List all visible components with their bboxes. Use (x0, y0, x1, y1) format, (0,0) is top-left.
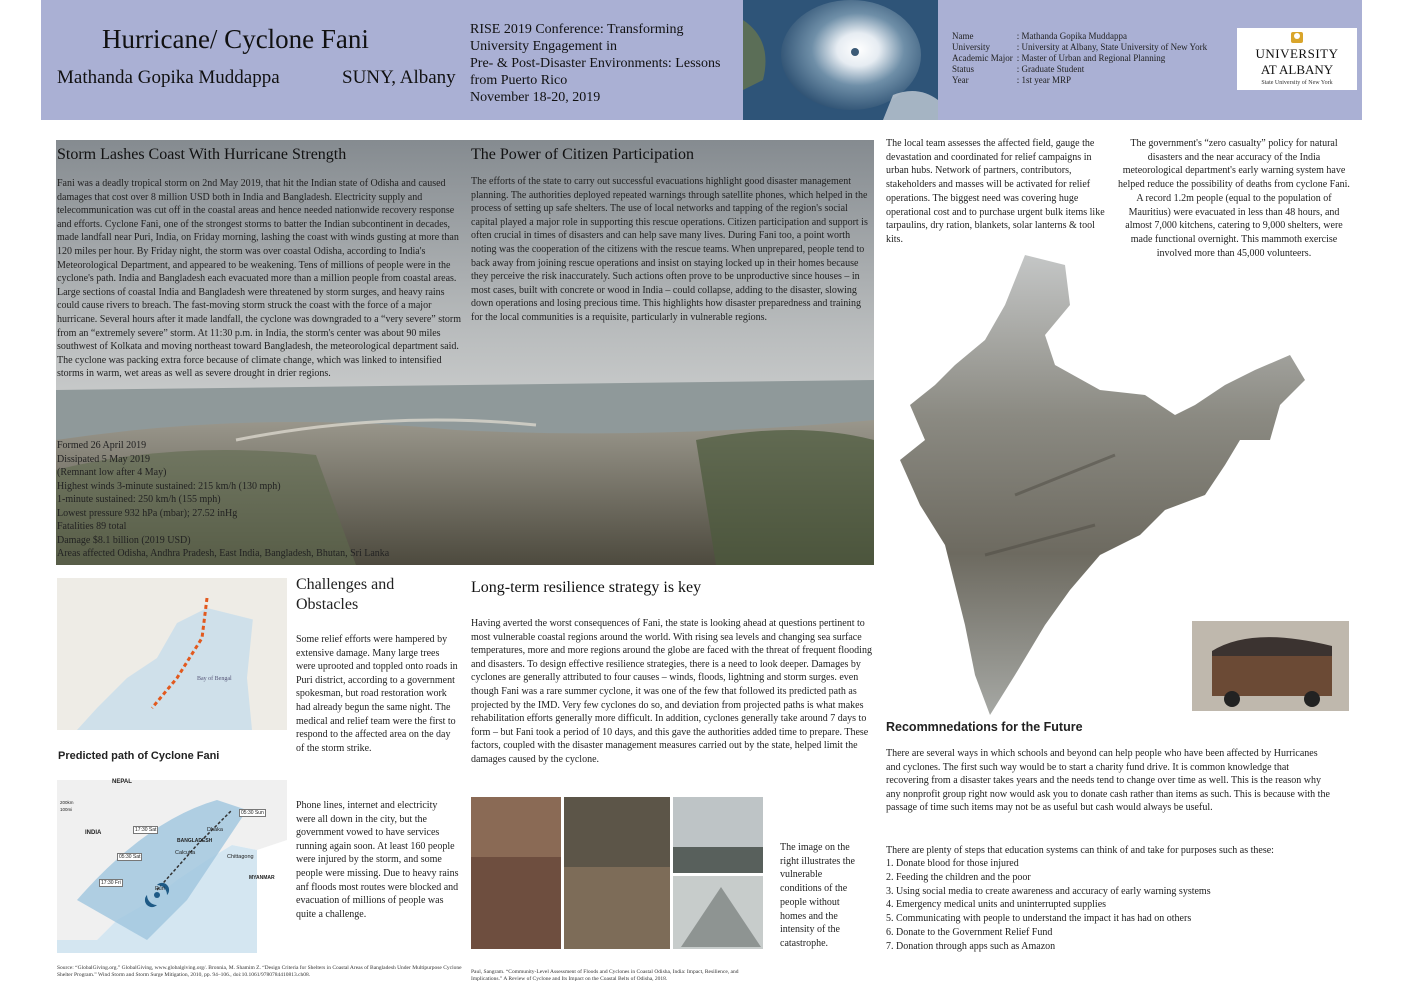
fact-line: Damage $8.1 billion (2019 USD) (57, 534, 191, 546)
info-row (952, 64, 1211, 75)
conference-line: from Puerto Rico (470, 73, 568, 88)
scale-label: 200km (60, 800, 74, 805)
info-value: : University at Albany, State University of New York (1016, 42, 1208, 52)
list-item: 4. Emergency medical units and uninterrupted supplies (886, 899, 1107, 911)
map-label: INDIA (85, 830, 102, 836)
fact-line: Formed 26 April 2019 (57, 440, 147, 451)
map-label: NEPAL (112, 779, 132, 785)
fact-line: Lowest pressure 932 hPa (mbar); 27.52 inHg (57, 507, 238, 519)
time-label: 17:30 Sat (135, 827, 157, 833)
scale-label: 100mi (60, 807, 73, 812)
map-label: Puri (155, 886, 165, 892)
cyclone-track-map (57, 578, 287, 730)
recommendations-paragraph: There are several ways in which schools and beyond can help people who have been affected by Hurricanes and cyclones. The first such way would be to start a charity fund drive. It is common knowledge that recovering from a disaster takes years and the needs tend to change over time as well. This is the reason why any nonprofit group right now would ask you to donate cash rather than items as such. This is because with the passage of time such items may not be as useful but cash would always be useful. (886, 748, 1330, 814)
info-value: : Graduate Student (1016, 64, 1085, 74)
conference-info (470, 21, 740, 106)
predicted-path-title: Predicted path of Cyclone Fani (58, 750, 220, 762)
map-label: Dhaka (207, 827, 223, 833)
info-value: : 1st year MRP (1016, 75, 1071, 85)
recommendations-heading: Recommnedations for the Future (886, 720, 1083, 734)
storm-paragraph: Fani was a deadly tropical storm on 2nd May 2019, that hit the Indian state of Odisha and caused damages that cost over 8 million USD both in India and Bangladesh. Electricity supply and telecommunication was cut off in the coastal areas and hence needed nationwide recovery response and efforts. Cyclone Fani, one of the strongest storms to batter the Indian subcontinent in decades, made landfall near Puri, India, on Friday morning, lashing the coast with winds gusting at more than 120 miles per hour. By Friday night, the storm was over coastal Odisha, according to India's Meteorological Department, and appeared to be weakening. Tens of millions of people were in the cyclone's path. India and Bangladesh each evacuated more than a million people from coastal areas. Large sections of coastal India and Bangladesh were threatened by storm surges, and heavy rains could cause rivers to breach. The fast-moving storm struck the coast with the force of a major hurricane. Several hours after it made landfall, the cyclone was downgraded to a “very severe” storm from an “extremely severe” storm. At 11:30 p.m. in India, the storm's center was about 90 miles southwest of Kolkata and moving northeast toward Bangladesh, the meteorological department said. The cyclone was packing extra force because of climate change, which was linked to intensified storms in warm, wet areas as well as severe drought in drier regions. (57, 178, 461, 380)
info-key: Academic Major (952, 53, 1013, 63)
fact-line: 1-minute sustained: 250 km/h (155 mph) (57, 494, 221, 505)
map-label: Calcutta (175, 850, 196, 856)
fact-line: Areas affected Odisha, Andhra Pradesh, East India, Bangladesh, Bhutan, Sri Lanka (57, 548, 390, 559)
list-item: 5. Communicating with people to understand the impact it has had on others (886, 913, 1192, 925)
longterm-paragraph: Having averted the worst consequences of Fani, the state is looking ahead at questions pertinent to most vulnerable coastal regions around the world. With rising sea levels and changing sea surface temperatures, more and more regions around the globe are faced with the threat of frequent flooding and disasters. To design effective resilience strategies, there is a need to look deeper. Damages by cyclones are generally attributed to four causes – winds, floods, lightning and storm surges. even though Fani was a rare summer cyclone, it was one of the few that followed its predicted path as projected by the IMD. Very few cyclones do so, and deviation from projected paths is what makes rehabilitation efforts generally more difficult. In addition, cyclones generally take around 7 days to form – but Fani took a period of 10 days, and this gave the authorities added time to prepare. These factors, coupled with the disaster management measures carried out by the state, helped limit the damages caused by the cyclone. (471, 618, 872, 765)
storm-heading: Storm Lashes Coast With Hurricane Strength (57, 146, 347, 163)
zero-casualty-paragraph: The government's “zero casualty” policy for natural disasters and the near accuracy of the India meteorological department's early warning system have helped reduce the possibility of deaths from cyclone Fani. A record 1.2m people (equal to the population of Mauritius) were evacuated in less than 48 hours, and almost 7,000 kitchens, catering to 9,000 shelters, were made functional overnight. This mammoth exercise involved more than 45,000 volunteers. (1118, 138, 1350, 259)
bay-label: Bay of Bengal (197, 676, 232, 682)
local-team-paragraph: The local team assesses the affected field, gauge the devastation and coordinated for relief campaigns in urban hubs. Network of partners, contributors, stakeholders and masses will be activated for relief operations. The biggest need was covering huge operational cost and to purchase urgent bulk items like tarpaulins, dry ration, blankets, solar lanterns & tool kits. (886, 138, 1105, 245)
conference-date: November 18-20, 2019 (470, 90, 601, 105)
time-label: 05:30 Sat (119, 854, 141, 860)
storm-facts (57, 439, 389, 561)
info-value: : Master of Urban and Regional Planning (1016, 53, 1166, 63)
conference-line: University Engagement in (470, 39, 617, 54)
affiliation: SUNY, Albany (342, 67, 456, 88)
map-label: Chittagong (227, 854, 254, 860)
logo-line2: AT ALBANY (1260, 62, 1334, 77)
author-info-table (952, 31, 1211, 86)
recommendations-intro: There are plenty of steps that education systems can think of and take for purposes such as these: (886, 845, 1274, 856)
author-name: Mathanda Gopika Muddappa (57, 67, 280, 88)
recommendations-list (886, 857, 1211, 954)
info-key: Status (952, 64, 975, 74)
logo-line1: UNIVERSITY (1255, 46, 1339, 61)
time-label: 17:30 Fri (101, 880, 121, 886)
map-label: BANGLADESH (177, 838, 213, 844)
fact-line: Fatalities 89 total (57, 521, 127, 532)
info-row (952, 53, 1211, 64)
info-key: Name (952, 31, 974, 41)
conference-line: RISE 2019 Conference: Transforming (470, 22, 684, 37)
collage-caption: The image on the right illustrates the vulnerable conditions of the people without homes and the intensity of the catastrophe. (780, 842, 855, 949)
map-label: MYANMAR (249, 875, 275, 881)
info-key: University (952, 42, 990, 52)
challenges-paragraph-2: Phone lines, internet and electricity were all down in the city, but the government vowed to have services running again soon. At least 160 people were injured by the storm, and some people were missing. Due to heavy rains anf floods most routes were blocked and evacuation of millions of people was quite a challenge. (296, 800, 459, 920)
fact-line: Dissipated 5 May 2019 (57, 453, 151, 465)
challenges-paragraph-1: Some relief efforts were hampered by extensive damage. Many large trees were uprooted and toppled onto roads in Puri district, according to a government spokesman, but road restoration work had already begun the same night. The medical and relief team were the first to respond to the affected area on the day of the storm strike. (296, 634, 458, 754)
minerva-icon (1289, 30, 1305, 44)
challenges-heading: Challenges and Obstacles (296, 576, 395, 613)
power-paragraph: The efforts of the state to carry out successful evacuations highlight good disaster management planning. The authorities deployed repeated warnings through satellite phones, which helped in the process of setting up safe shelters. The use of local networks and tapping of the region's social capital played a major role in supporting this rescue operations. Citizen participation and support is often crucial in times of disasters and can help save many lives. During Fani too, a point worth noting was the cooperation of the citizens with the rescue teams. When unprepared, people tend to back away from joining rescue operations and insist on staying locked up in their homes because they perceive the risk inaccurately. Such actions often prove to be unproductive since houses – in most cases, built with concrete or wood in India – could collapse, adding to the disaster, slowing down operations and losing precious time. This highlights how disaster preparedness and training for the local communities is a requisite, particularly in vulnerable regions. (471, 176, 868, 323)
longterm-heading: Long-term resilience strategy is key (471, 579, 702, 596)
university-logo (1237, 28, 1357, 90)
info-key: Year (952, 75, 969, 85)
source-citation: Paul, Sangram. “Community-Level Assessment of Floods and Cyclones in Coastal Odisha, India: Impact, Resilience, and Implications.” A Review of Cyclone and Its Impact on the Coastal Belts of Odisha, 2018. (471, 969, 739, 982)
info-row (952, 75, 1211, 86)
info-row (952, 42, 1211, 53)
conference-line: Pre- & Post-Disaster Environments: Lessons (470, 56, 721, 71)
info-row (952, 31, 1211, 42)
list-item: 7. Donation through apps such as Amazon (886, 940, 1056, 952)
list-item: 6. Donate to the Government Relief Fund (886, 926, 1053, 938)
list-item: 3. Using social media to create awareness and accuracy of early warning systems (886, 885, 1211, 897)
fact-line: Highest winds 3-minute sustained: 215 km/h (130 mph) (57, 480, 281, 492)
info-value: : Mathanda Gopika Muddappa (1016, 31, 1127, 41)
list-item: 1. Donate blood for those injured (886, 858, 1019, 869)
list-item: 2. Feeding the children and the poor (886, 871, 1031, 883)
satellite-image (743, 0, 938, 120)
power-heading: The Power of Citizen Participation (471, 146, 695, 163)
poster-title: Hurricane/ Cyclone Fani (102, 24, 369, 54)
logo-line3: State University of New York (1261, 80, 1333, 86)
disaster-photo-collage (471, 797, 763, 949)
time-label: 05:30 Sun (241, 810, 264, 816)
source-citation: Source: “GlobalGiving.org.” GlobalGiving, www.globalgiving.org/. Bronnia, M. Shamim Z. “Design Criteria for Shelters in Coastal Areas of Bangladesh Under Multipurpose Cyclone Shelter Program.” Wind Storm and Storm Surge Mitigation, 2010, pp. 94–106., doi:10.1061/9780784410813.ch08. (57, 965, 462, 978)
evacuation-truck-photo (1192, 621, 1349, 711)
predicted-path-map (57, 750, 287, 953)
fact-line: (Remnant low after 4 May) (57, 467, 167, 478)
